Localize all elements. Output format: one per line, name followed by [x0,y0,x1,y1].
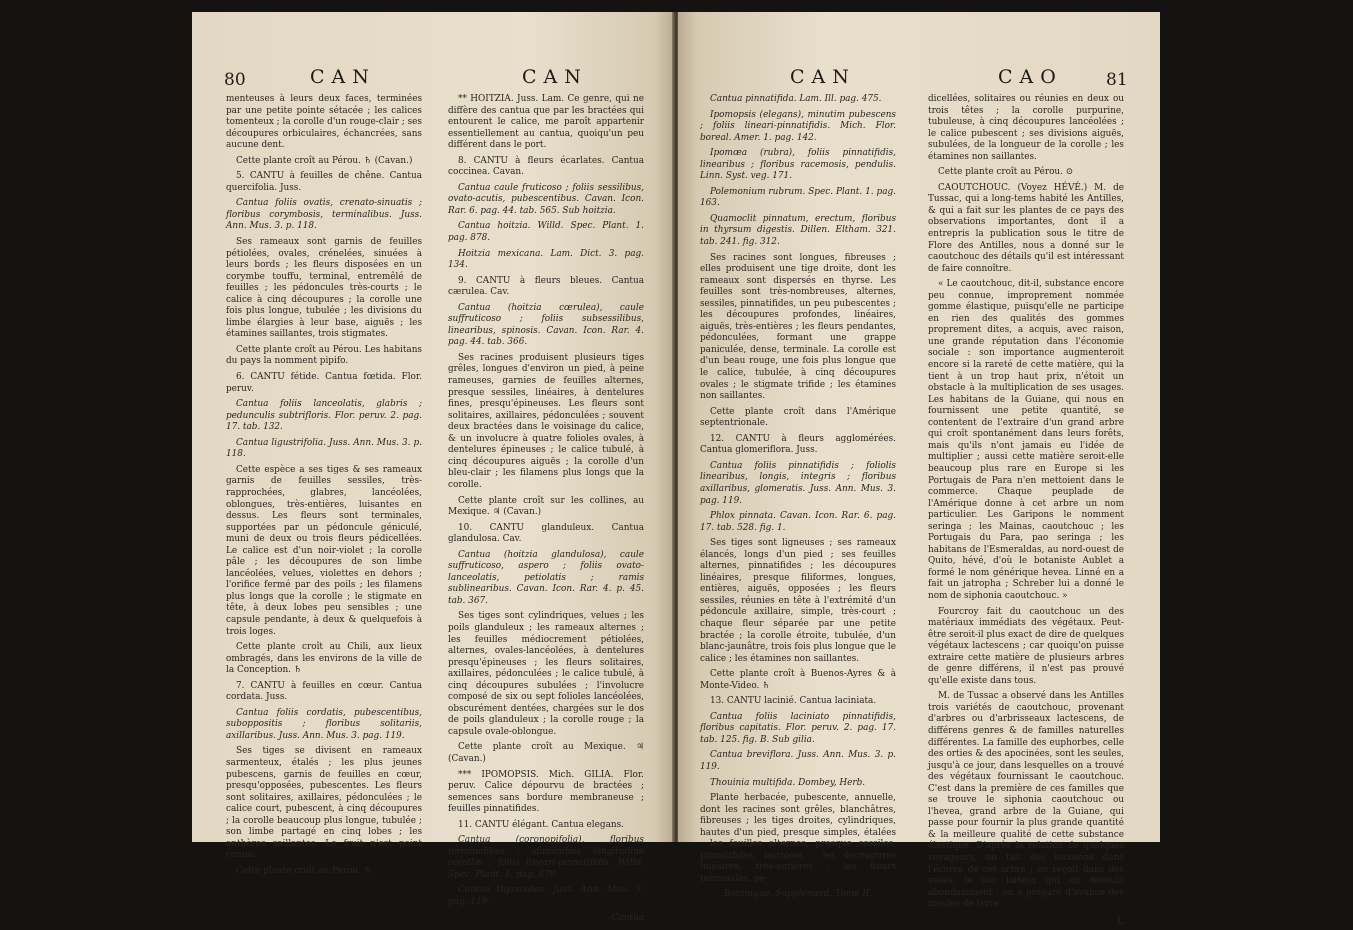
synonym: Cantua hoitzia. Willd. Spec. Plant. 1. pag. 878. [448,221,644,244]
synonym: Phlox pinnata. Cavan. Icon. Rar. 6. pag. 17. tab. 528. fig. 1. [700,511,896,533]
page-number: 81 [1106,70,1128,90]
latin-description: Cantua caule fruticoso ; foliis sessilibus, ovato-acutis, pubescentibus. Cavan. Icon. Rar. 6. pag. 44. tab. 565. Sub hoitzia. [448,182,644,216]
latin-description: Cantua foliis laciniato pinnatifidis, floribus capitatis. Flor. peruv. 2. pag. 17. tab. 125. fig. B. Sub gilia. [700,711,896,745]
synonym: Cantua ligustrifolia. Juss. Ann. Mus. 3. p. 118. [226,437,422,460]
synonym: Hoitzia mexicana. Lam. Dict. 3. pag. 134. [448,248,644,271]
latin-description: Cantua foliis ovatis, crenato-sinuatis ; floribus corymbosis, terminalibus. Juss. Ann. Mus. 3. p. 118. [226,198,422,232]
paragraph: Ses rameaux sont garnis de feuilles pétiolées, ovales, crénelées, sinuées à leurs bords ; les fleurs disposées en un corymbe touffu, terminal, entremêlé de feuilles ; les pédoncules très-courts ; le calice à cinq découpures ; la corolle une fois plus longue, tubulée ; les divisions du limbe élargies à leur base, aiguës ; les étamines saillantes, trois stigmates. [226,237,422,340]
paragraph: Cette plante croît sur les collines, au Mexique. ♃ (Cavan.) [448,495,644,518]
synonym: Ipomopsis (elegans), minutim pubescens ; foliis lineari-pinnatifidis. Mich. Flor. boreal. Amer. 1. pag. 142. [700,109,896,143]
latin-description: Cantua (hoitzia glandulosa), caule suffruticoso, aspero ; foliis ovato-lanceolatis, petiolatis ; ramis sublinearibus. Cavan. Icon. Rar. 4. p. 45. tab. 367. [448,549,644,606]
entry-heading: 9. CANTU à fleurs bleues. Cantua cærulea. Cav. [448,275,644,298]
synonym: Cantua breviflora. Juss. Ann. Mus. 3. p. 119. [700,750,896,772]
text-column [700,94,896,905]
paragraph: Ses racines sont longues, fibreuses ; elles produisent une tige droite, dont les rameaux sont dispersés en thyrse. Les feuilles sont très-nombreuses, alternes, sessiles, pinnatifides, un peu pubescentes ; les découpures profondes, linéaires, aiguës, très-entières ; les fleurs pendantes, pédonculées, formant une grappe paniculée, dense, terminale. La corolle est d'un beau rouge, une fois plus longue que le calice, tubulée, à cinq découpures ovales ; le stigmate trifide ; les étamines non saillantes. [700,252,896,402]
text-column [928,94,1124,930]
latin-description: Cantua foliis lanceolatis, glabris ; pedunculis subtrifloris. Flor. peruv. 2. pag. 17. tab. 132. [226,399,422,433]
synonym: Cantua thyrsoidea. Juss. Ann. Mus. 3. pag. 119. [448,885,644,907]
paragraph: Cette plante croît au Pérou. ♄ (Cavan.) [236,155,413,166]
paragraph: Ses tiges sont ligneuses ; ses rameaux élancés, longs d'un pied ; ses feuilles alternes, pinnatifides ; les découpures linéaires, presque filiformes, longues, entières, aiguës, opposées ; les fleurs sessiles, réunies en tête à l'extrémité d'un pédoncule axillaire, simple, très-court ; chaque fleur séparée par une petite bractée ; la corolle étroite, tubulée, d'un blanc-jaunâtre, trois fois plus longue que le calice ; les étamines non saillantes. [700,538,896,664]
right-page [678,12,1160,927]
paragraph: Cette plante croît à Buenos-Ayres & à Monte-Video. ♄ [700,669,896,691]
running-head-word: CAN [522,66,588,88]
quotation: « Le caoutchouc, dit-il, substance encore peu connue, improprement nommée gomme élastique, puisqu'elle ne participe en rien des qualités des gommes proprement dites, a acquis, avec raison, une grande réputation dans l'économie sociale : son importance augmenteroit encore si la rareté de cette matière, qui la tient à un trop haut prix, n'étoit un obstacle à la multiplication de ses usages. Les habitans de la Guiane, qui nous en fournissent une petite quantité, se contentent de l'extraire d'un grand arbre qui croît spontanément dans leurs forêts, mais qu'ils n'ont jamais eu l'idée de multiplier ; aussi cette matière seroit-elle beaucoup plus rare en Europe si les Portugais de Para n'en mettoient dans le commerce. Chaque peuplade de l'Amérique donne à cet arbre un nom particulier. Les Garipons le nomment seringa ; les Mainas, caoutchouc ; les Portugais du Para, pao seringa ; les habitans de l'Esmeraldas, au nord-ouest de Quito, hévé, d'où le botaniste Aublet a formé le nom générique hevea. Linné en a fait un jatropha ; Schreber lui a donné le nom de siphonia caoutchouc. » [928,279,1124,601]
paragraph: Ses tiges se divisent en rameaux sarmenteux, étalés ; les plus jeunes pubescens, garnis de feuilles en cœur, presqu'opposées, pubescentes. Les fleurs sont solitaires, axillaires, pédonculées ; le calice court, pubescent, à cinq découpures ; la corolle beaucoup plus longue, tubulée ; son limbe partagé en cinq lobes ; les anthères saillantes. Le fruit n'est point connu. [226,746,422,861]
running-head-word: CAN [790,66,856,88]
latin-description: Cantua (hoitzia cœrulea), caule suffruticoso ; foliis subsessilibus, linearibus, spinosis. Cavan. Icon. Rar. 4. pag. 44. tab. 366. [448,302,644,348]
paragraph: Fourcroy fait du caoutchouc un des matériaux immédiats des végétaux. Peut-être seroit-il plus exact de dire de quelques végétaux lactescens ; car quoiqu'on puisse extraire cette matière de plusieurs arbres de genre différens, il n'est pas prouvé qu'elle existe dans tous. [928,606,1124,686]
catchword: Cantua [611,912,644,923]
entry-heading: 10. CANTU glanduleux. Cantua glandulosa. Cav. [448,522,644,545]
running-head-left [192,66,674,94]
paragraph: Cette espèce a ses tiges & ses rameaux garnis de feuilles sessiles, très-rapprochées, glabres, lancéolées, oblongues, très-entières, luisantes en dessus. Les fleurs sont terminales, supportées par un pédoncule géniculé, muni de deux ou trois fleurs pédicellées. Le calice est d'un noir-violet ; la corolle pâle ; les découpures de son limbe lancéolées, velues, violettes en dehors ; l'orifice fermé par des poils ; les filamens plus longs que la corolle ; le stigmate en tête, à deux lobes peu sensibles ; une capsule pendante, à deux & quelquefois à trois loges. [226,464,422,637]
paragraph: Cette plante croît au Pérou. ♄ [236,865,372,876]
section-note: ** HOITZIA. Juss. Lam. Ce genre, qui ne diffère des cantua que par les bractées qui entourent le calice, me paroît appartenir essentiellement au cantua, quoiqu'un peu différent dans le port. [448,94,644,151]
running-head-right [678,66,1160,94]
page-number: 80 [224,70,246,90]
entry-heading: 12. CANTU à fleurs agglomérées. Cantua glomeriflora. Juss. [700,433,896,456]
signature-mark: L [1116,913,1124,927]
latin-description: Cantua (coronopifolia), floribus terminalibus ; staminibus longitudine corollæ ; foliis lineari-pinnatifidis. Willd. Spec. Plant. 1. pag. 879. [448,835,644,880]
paragraph: Cette plante croît au Chili, aux lieux ombragés, dans les environs de la ville de la Conception. ♄ [226,642,422,676]
paragraph: Cette plante croît au Pérou. ⊙ [938,167,1074,178]
latin-description: Cantua foliis pinnatifidis ; foliolis linearibus, longis, integris ; floribus axillaribus, glomeratis. Juss. Ann. Mus. 3. pag. 119. [700,460,896,506]
book-spread [192,12,1160,927]
running-head-word: CAO [998,66,1063,88]
entry-heading: 11. CANTU élégant. Cantua elegans. [458,819,624,830]
text-column [448,94,644,928]
paragraph: Ses racines produisent plusieurs tiges grêles, longues d'environ un pied, à peine rameuses, garnies de feuilles alternes, presque sessiles, linéaires, à dentelures fines, presqu'épineuses. Les fleurs sont solitaires, axillaires, pédonculées ; souvent deux bractées dans le voisinage du calice, & un involucre à quatre folioles ovales, à dentelures épineuses ; le calice tubulé, à cinq découpures aiguës ; la corolle d'un bleu-clair ; les filamens plus longs que la corolle. [448,352,644,490]
paragraph: Cette plante croît au Pérou. Les habitans du pays la nomment pipifo. [226,344,422,367]
text-column [226,94,422,881]
entry-heading: CAOUTCHOUC. (Voyez HÉVÉ.) M. de Tussac, qui a long-tems habité les Antilles, & qui a fait sur les plantes de ce pays des observations importantes, dont il a entrepris la publication sous le titre de Flore des Antilles, nous a donné sur le caoutchouc des détails qu'il est intéressant de faire connoître. [928,182,1124,274]
entry-heading: 6. CANTU fétide. Cantua fœtida. Flor. peruv. [226,372,422,394]
synonym: Thouinia multifida. Dombey, Herb. [710,777,866,788]
paragraph: Cette plante croît au Mexique. ♃ (Cavan.) [448,742,644,764]
left-page [192,12,674,923]
synonym: Ipomœa (rubra), foliis pinnatifidis, linearibus ; floribus racemosis, pendulis. Linn. Syst. veg. 171. [700,148,896,182]
latin-description: Cantua foliis cordatis, pubescentibus, suboppositis ; floribus solitariis, axillaribus. Juss. Ann. Mus. 3. pag. 119. [226,707,422,741]
page-footer: Botanique. Supplément. Tome II. [723,889,873,900]
paragraph: menteuses à leurs deux faces, terminées par une petite pointe sétacée ; les calices tomenteux ; la corolle d'un rouge-clair ; ses découpures orbiculaires, échancrées, sans aucune dent. [226,94,422,151]
synonym: Quamoclit pinnatum, erectum, floribus in thyrsum digestis. Dillen. Eltham. 321. tab. 241. fig. 312. [700,213,896,248]
entry-heading: 5. CANTU à feuilles de chêne. Cantua quercifolia. Juss. [226,171,422,193]
synonym: Cantua pinnatifida. Lam. Ill. pag. 475. [710,94,882,104]
section-note: *** IPOMOPSIS. Mich. GILIA. Flor. peruv. Calice dépourvu de bractées ; semences sans bordure membraneuse ; feuilles pinnatifides. [448,769,644,815]
paragraph: Cette plante croît dans l'Amérique septentrionale. [700,406,896,429]
paragraph: Plante herbacée, pubescente, annuelle, dont les racines sont grêles, blanchâtres, fibreuses ; les tiges droites, cylindriques, hautes d'un pied, presque simples, étalées ; les feuilles alternes, presque sessiles, pinnatifides, laciniées ; les découpures linéaires, très-entières ; les fleurs terminales, pé- [700,793,896,884]
entry-heading: 7. CANTU à feuilles en cœur. Cantua cordata. Juss. [226,680,422,703]
paragraph: Ses tiges sont cylindriques, velues ; les poils glanduleux ; les rameaux alternes ; les feuilles médiocrement pétiolées, alternes, ovales-lancéolées, à dentelures presqu'épineuses ; les fleurs solitaires, axillaires, pédonculées ; le calice tubulé, à cinq découpures subulées ; l'involucre composé de six ou sept folioles lancéolées, obscurément dentées, chargées sur le dos de poils glanduleux ; la corolle rouge ; la capsule ovale-oblongue. [448,611,644,737]
running-head-word: CAN [310,66,376,88]
synonym: Polemonium rubrum. Spec. Plant. 1. pag. 163. [700,186,896,209]
paragraph: M. de Tussac a observé dans les Antilles trois variétés de caoutchouc, provenant d'arbres ou d'arbrisseaux lactescens, de différens genres & de familles naturelles différentes. La famille des euphorbes, celle des orties & des apocinées, sont les seules, jusqu'à ce jour, dans lesquelles on a trouvé des végétaux fournissant le caoutchouc. C'est dans la première de ces familles que se trouve le siphonia caoutchouc ou l'hevea, grand arbre de la Guiane, qui passe pour fournir la plus grande quantité & la meilleure qualité de cette substance élastique. D'après la relation de quelques voyageurs, on fait des incisions dans l'écorce de cet arbre ; on reçoit dans des vases, le suc laiteux qui en découle abondamment : on a préparé d'avance des moules de terre [928,691,1124,910]
paragraph: dicellées, solitaires ou réunies en deux ou trois têtes ; la corolle purpurine, tubuleuse, à cinq découpures lancéolées ; le calice pubescent ; ses divisions aiguës, subulées, de la longueur de la corolle ; les étamines non saillantes. [928,94,1124,162]
entry-heading: 8. CANTU à fleurs écarlates. Cantua coccinea. Cavan. [448,155,644,178]
entry-heading: 13. CANTU lacinié. Cantua laciniata. [710,696,877,707]
